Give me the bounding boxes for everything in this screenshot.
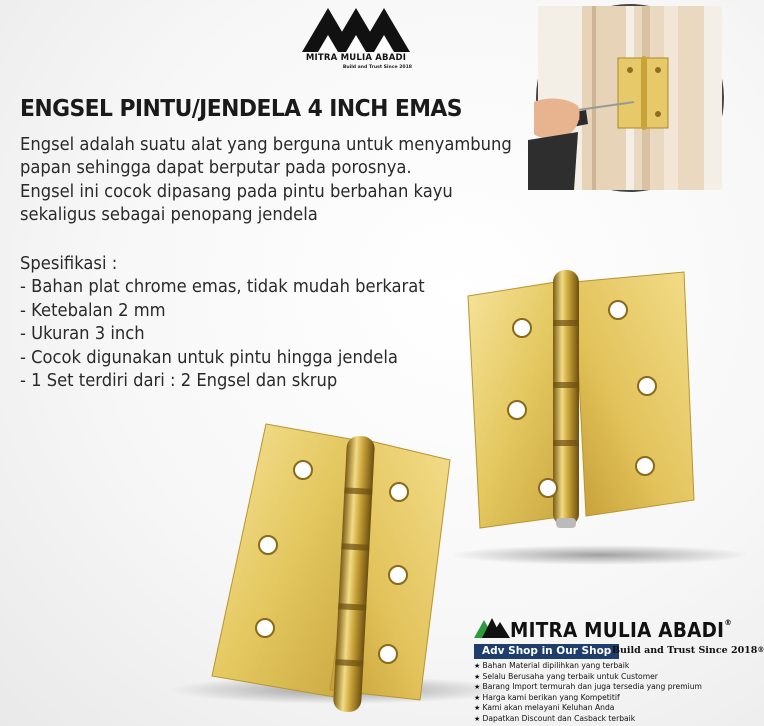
hinge-left-image: [212, 424, 450, 713]
footer-bullet: ★ Harga kami berikan yang Kompetitif: [474, 693, 702, 704]
logo-tagline: Build and Trust Since 2018: [342, 65, 412, 70]
mountain-logo-icon: [474, 614, 510, 640]
footer-since: Build and Trust Since 2018®: [612, 645, 764, 656]
footer-bullet: ★ Barang Import termurah dan juga tersedia yang premium: [474, 682, 702, 693]
hinge-right-image: [468, 270, 694, 528]
footer-bullet: ★ Selalu Berusaha yang terbaik untuk Customer: [474, 672, 702, 683]
adv-shop-badge: Adv Shop in Our Shop: [474, 644, 619, 659]
page-title: ENGSEL PINTU/JENDELA 4 INCH EMAS: [20, 94, 462, 122]
footer-bullet: ★ Bahan Material dipilihkan yang terbaik: [474, 661, 702, 672]
footer-brand-name: MITRA MULIA ABADI®: [510, 618, 732, 642]
description-line: Engsel adalah suatu alat yang berguna untuk menyambung: [20, 135, 512, 155]
spec-heading: Spesifikasi :: [20, 254, 118, 274]
footer-bullet: ★ Kami akan melayani Keluhan Anda: [474, 703, 702, 714]
description-line: sekaligus sebagai penopang jendela: [20, 205, 318, 226]
spec-item: - Ketebalan 2 mm: [20, 300, 166, 321]
spec-item: - Cocok digunakan untuk pintu hingga jendela: [20, 347, 398, 368]
description-line: papan sehingga dapat berputar pada porosnya.: [20, 158, 412, 179]
footer-bullet-list: [474, 661, 702, 725]
description-line: Engsel ini cocok dipasang pada pintu berbahan kayu: [20, 181, 453, 202]
spec-item: - Ukuran 3 inch: [20, 324, 145, 345]
footer-bullet: ★ Dapatkan Discount dan Casback terbaik: [474, 714, 702, 725]
spec-item: - Bahan plat chrome emas, tidak mudah berkarat: [20, 277, 425, 298]
spec-item: - 1 Set terdiri dari : 2 Engsel dan skrup: [20, 371, 338, 392]
logo-brand-text: MITRA MULIA ABADI: [305, 53, 407, 63]
footer-brand-block: [474, 614, 764, 726]
